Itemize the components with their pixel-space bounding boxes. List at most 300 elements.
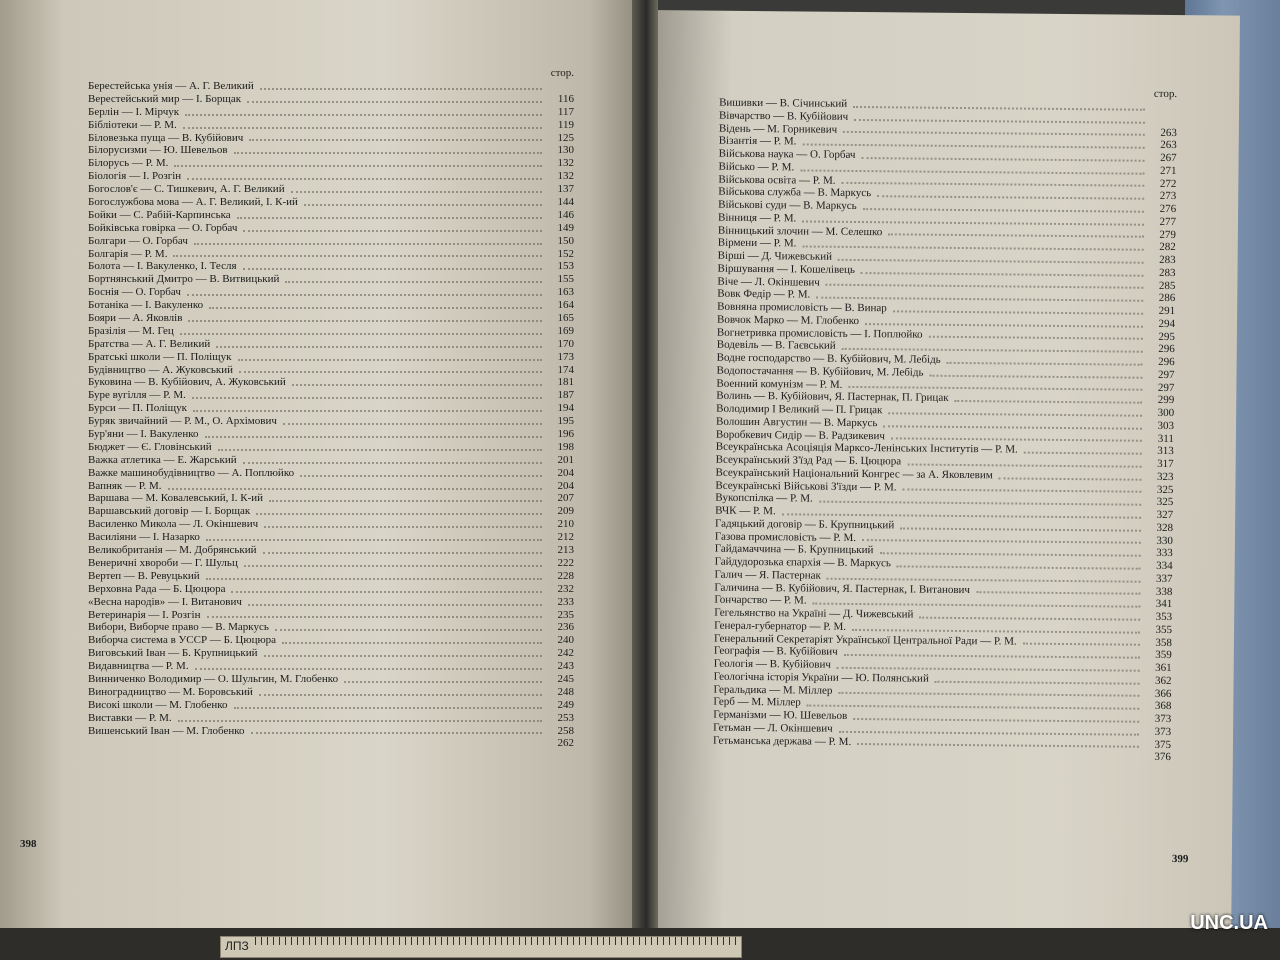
dot-leader (1024, 452, 1142, 455)
dot-leader (861, 157, 1144, 162)
entry-title: Газова промисловість — Р. М. (714, 530, 857, 544)
dot-leader (192, 397, 542, 399)
entry-page: 163 (557, 286, 574, 299)
entry-page: 358 (1155, 636, 1173, 649)
dot-leader (207, 616, 543, 618)
entry-title: Буре вугілля — Р. М. (88, 389, 186, 402)
entry-page: 195 (557, 415, 574, 428)
entry-title: Бібліотеки — Р. М. (88, 118, 177, 131)
entry-title: Гайдудорозька єпархія — В. Маркусь (714, 555, 891, 570)
entry-page: 150 (557, 234, 574, 247)
contents-entry (88, 286, 574, 299)
contents-entry (88, 273, 574, 286)
entry-page: 311 (1157, 432, 1174, 445)
contents-entry (88, 518, 574, 531)
contents-entry (88, 144, 574, 157)
entry-page: 338 (1155, 585, 1173, 598)
dot-leader (193, 410, 542, 412)
dot-leader (173, 255, 542, 257)
entry-page: 327 (1156, 508, 1174, 522)
dot-leader (900, 527, 1141, 531)
contents-entry (88, 299, 574, 312)
entry-title: Виноградництво — М. Боровський (88, 685, 253, 698)
entry-page: 376 (1154, 751, 1171, 764)
dot-leader (935, 680, 1140, 684)
entry-page: 146 (557, 208, 574, 221)
entry-title: Виборча система в УССР — Б. Цюцюра (88, 634, 277, 647)
dot-leader (839, 730, 1139, 735)
entry-title: Германізми — Ю. Шевельов (713, 708, 848, 722)
entry-title: Братства — А. Г. Великий (88, 337, 211, 350)
left-contents-list (88, 66, 574, 750)
entry-page: 283 (1159, 253, 1176, 267)
contents-entry (88, 119, 574, 132)
dot-leader (863, 208, 1144, 213)
dot-leader (243, 230, 542, 232)
entry-page: 253 (557, 711, 574, 724)
entry-title: Галичина — В. Кубійович, Я. Пастернак, І. Витанович (714, 581, 971, 596)
ruler-ticks (255, 937, 737, 945)
entry-title: Військова освіта — Р. М. (718, 173, 836, 187)
dot-leader (883, 425, 1142, 429)
contents-entry (88, 106, 574, 119)
entry-page: 366 (1154, 687, 1172, 700)
entry-title: Ботаніка — І. Вакуленко (88, 299, 204, 312)
entry-page: 116 (557, 92, 574, 105)
dot-leader (891, 438, 1142, 442)
entry-title: Гайдамаччина — Б. Крупницький (714, 542, 874, 557)
contents-entry (88, 480, 574, 493)
contents-entry (88, 583, 574, 596)
entry-page: 277 (1159, 215, 1177, 228)
dot-leader (907, 463, 1141, 467)
dot-leader (249, 139, 542, 141)
entry-title: Всеукраїнська Асоціяція Марксо-Ленінських Інститутів — Р. М. (715, 440, 1018, 456)
entry-page: 119 (557, 118, 574, 131)
page-column-header: стор. (550, 67, 574, 79)
entry-page: 155 (557, 273, 574, 286)
dot-leader (838, 692, 1139, 697)
entry-page: 194 (557, 402, 574, 415)
dot-leader (853, 718, 1139, 723)
contents-entry (88, 170, 574, 183)
dot-leader (976, 591, 1140, 595)
entry-title: Вертеп — В. Ревуцький (88, 569, 200, 582)
entry-page: 291 (1158, 304, 1176, 318)
entry-title: Бойківська говірка — О. Горбач (88, 221, 238, 234)
entry-title: Генеральний Секретаріят Української Центральної Ради — Р. М. (713, 632, 1017, 648)
entry-title: Бразілія — М. Гец (88, 324, 174, 337)
contents-entry (88, 621, 574, 634)
entry-page: 258 (557, 724, 574, 737)
dot-leader (903, 489, 1142, 493)
dot-leader (826, 284, 1144, 289)
entry-page: 299 (1157, 394, 1175, 407)
entry-page: 296 (1158, 355, 1175, 369)
entry-title: Візантія — Р. М. (718, 134, 797, 148)
dot-leader (259, 694, 542, 696)
dot-leader (843, 131, 1145, 136)
dot-leader (838, 259, 1144, 264)
entry-title: Болгарія — Р. М. (88, 247, 168, 260)
entry-title: Великобританія — М. Добрянський (88, 544, 257, 557)
entry-page: 297 (1157, 381, 1175, 394)
entry-page: 375 (1154, 738, 1172, 751)
entry-page: 222 (557, 556, 574, 569)
contents-entry (88, 351, 574, 364)
entry-title: Бур'яни — І. Вакуленко (88, 428, 199, 441)
entry-page: 153 (557, 260, 574, 273)
entry-title: Географія — В. Кубійович (713, 644, 838, 659)
entry-page: 282 (1159, 241, 1176, 254)
entry-page: 317 (1157, 457, 1174, 471)
entry-title: Василенко Микола — Л. Окіншевич (88, 518, 259, 531)
entry-title: Галич — Я. Пастернак (714, 568, 821, 582)
entry-page: 196 (557, 428, 574, 441)
entry-title: Геологічна історія України — Ю. Полянський (713, 670, 929, 685)
entry-title: Гетьман — Л. Окіншевич (713, 721, 833, 735)
entry-title: Білорусь — Р. М. (88, 157, 169, 170)
dot-leader (283, 423, 542, 425)
entry-title: Вишенський Іван — М. Глобенко (88, 724, 245, 737)
right-contents-list (713, 83, 1177, 764)
entry-page: 149 (557, 221, 574, 234)
dot-leader (844, 654, 1140, 659)
dot-leader (206, 539, 542, 541)
watermark: UNC.UA (1190, 912, 1268, 934)
entry-page: 132 (557, 170, 574, 183)
entry-title: Гегельянство на Україні — Д. Чижевський (714, 606, 914, 621)
dot-leader (251, 732, 542, 734)
entry-page: 262 (557, 737, 574, 750)
book-gutter (632, 0, 658, 960)
right-page (641, 10, 1240, 941)
entry-title: Гадяцький договір — Б. Крупницький (715, 517, 895, 532)
entry-title: Болота — І. Вакуленко, І. Тесля (88, 260, 237, 273)
entry-title: Богослов'є — С. Тишкевич, А. Г. Великий (88, 183, 285, 196)
dot-leader (234, 152, 542, 154)
contents-entry (88, 235, 574, 248)
contents-entry (88, 531, 574, 544)
entry-page: 303 (1157, 419, 1175, 432)
dot-leader (807, 705, 1140, 710)
entry-title: Вапняк — Р. М. (88, 479, 162, 492)
entry-page: 294 (1158, 317, 1176, 330)
entry-page: 198 (557, 440, 574, 453)
entry-page: 240 (557, 634, 574, 647)
dot-leader (300, 475, 542, 477)
dot-leader (841, 182, 1144, 187)
entry-page: 325 (1156, 483, 1174, 496)
entry-page: 285 (1158, 279, 1176, 292)
dot-leader (837, 667, 1140, 672)
dot-leader (231, 591, 542, 593)
entry-page: 187 (557, 389, 574, 402)
dot-leader (816, 297, 1143, 302)
dot-leader (238, 359, 543, 361)
contents-entry (88, 660, 574, 673)
entry-page: 207 (557, 492, 574, 505)
dot-leader (344, 681, 542, 683)
entry-page: 272 (1159, 177, 1177, 190)
entry-page: 232 (557, 582, 574, 595)
dot-leader (180, 333, 542, 335)
entry-page: 296 (1158, 343, 1175, 356)
entry-page: 130 (557, 144, 574, 157)
dot-leader (827, 577, 1141, 582)
entry-title: Бортнянський Дмитро — В. Витвицький (88, 273, 280, 286)
entry-title: Василіяни — І. Назарко (88, 531, 200, 544)
contents-entry (88, 493, 574, 506)
dot-leader (285, 281, 542, 283)
dot-leader (897, 565, 1141, 569)
dot-leader (244, 565, 542, 567)
entry-page: 249 (557, 698, 574, 711)
entry-title: Високі школи — М. Глобенко (88, 698, 228, 711)
entry-page: 333 (1156, 547, 1173, 560)
entry-title: Біологія — І. Розгін (88, 170, 182, 183)
entry-title: Будівництво — А. Жуковський (88, 363, 233, 376)
entry-title: Воробкевич Сидір — В. Радзикевич (715, 428, 885, 442)
entry-page: 209 (557, 505, 574, 518)
entry-title: Гончарство — Р. М. (714, 593, 807, 607)
entry-title: Берлін — І. Мірчук (88, 105, 180, 118)
entry-page: 201 (557, 453, 574, 466)
dot-leader (174, 165, 542, 167)
contents-entry (88, 557, 574, 570)
entry-page: 279 (1159, 228, 1176, 241)
entry-title: Всеукраїнські Військові З'їзди — Р. М. (715, 479, 897, 493)
entry-page: 117 (557, 105, 574, 118)
contents-entry (88, 454, 574, 467)
contents-entry (88, 686, 574, 699)
entry-title: Військова служба — В. Маркусь (718, 185, 872, 200)
dot-leader (206, 578, 542, 580)
entry-title: Верестейський мир — І. Борщак (88, 92, 242, 105)
contents-entry (88, 80, 574, 93)
entry-title: «Весна народів» — І. Витанович (88, 595, 242, 608)
dot-leader (861, 272, 1144, 277)
contents-entry (88, 596, 574, 609)
page-number-left: 398 (20, 838, 37, 850)
entry-title: Віршування — І. Кошелівець (717, 262, 855, 276)
contents-entry (88, 376, 574, 389)
entry-title: Бюджет — Є. Гловінський (88, 440, 212, 453)
contents-entry (88, 441, 574, 454)
entry-title: Вогнетривка промисловість — І. Поплюйко (716, 326, 923, 341)
entry-title: Гетьманська держава — Р. М. (712, 734, 852, 748)
entry-title: Всеукраїнський Національний Конгрес — за А. Яковлевим (715, 466, 993, 482)
dot-leader (237, 217, 542, 219)
entry-title: Герб — М. Міллер (713, 695, 801, 709)
entry-page: 313 (1157, 445, 1174, 458)
contents-entry (88, 415, 574, 428)
entry-title: Вовняна промисловість — В. Винар (717, 300, 887, 315)
contents-entry (88, 699, 574, 712)
entry-page: 334 (1156, 559, 1173, 573)
entry-page: 233 (557, 595, 574, 608)
ruler-label: ЛПЗ (225, 939, 249, 953)
page-column-header: стор. (1153, 87, 1178, 101)
dot-leader (234, 707, 542, 709)
dot-leader (205, 436, 543, 438)
dot-leader (291, 191, 542, 193)
dot-leader (802, 220, 1144, 225)
dot-leader (264, 526, 542, 528)
dot-leader (247, 101, 542, 103)
contents-entry (88, 325, 574, 338)
dot-leader (929, 336, 1143, 340)
entry-title: Виставки — Р. М. (88, 711, 172, 724)
dot-leader (1023, 643, 1140, 646)
entry-page: 248 (557, 685, 574, 698)
entry-title: Геологія — В. Кубійович (713, 657, 832, 671)
dot-leader (248, 604, 542, 606)
dot-leader (802, 143, 1144, 148)
dot-leader (879, 552, 1140, 557)
entry-title: Волошин Августин — В. Маркусь (715, 415, 878, 429)
entry-title: Видавництва — Р. М. (88, 660, 189, 673)
dot-leader (209, 307, 542, 309)
entry-page: 235 (557, 608, 574, 621)
dot-leader (888, 234, 1144, 238)
contents-entry (88, 402, 574, 415)
entry-page: 204 (557, 466, 574, 479)
entry-title: Білорусизми — Ю. Шевельов (88, 144, 228, 157)
entry-page: 210 (557, 518, 574, 531)
entry-page: 355 (1155, 623, 1173, 636)
entry-page: 263 (1160, 126, 1177, 139)
dot-leader (853, 106, 1145, 111)
entry-title: Водне господарство — В. Кубійович, М. Лебідь (716, 351, 941, 366)
entry-page: 362 (1155, 674, 1172, 687)
contents-entry (88, 467, 574, 480)
entry-page: 213 (557, 544, 574, 557)
entry-title: Військові суди — В. Маркусь (718, 198, 857, 212)
dot-leader (264, 655, 542, 657)
dot-leader (282, 642, 542, 644)
contents-entry (88, 544, 574, 557)
entry-title: Генерал-губернатор — Р. М. (714, 619, 847, 633)
entry-page: 273 (1159, 190, 1177, 203)
dot-leader (813, 603, 1141, 608)
dot-leader (185, 114, 542, 116)
entry-page: 353 (1155, 610, 1173, 624)
entry-title: Відень — М. Горникевич (718, 122, 838, 136)
entry-title: Військова наука — О. Горбач (718, 147, 856, 161)
dot-leader (188, 320, 542, 322)
dot-leader (292, 384, 542, 386)
contents-entry (88, 132, 574, 145)
entry-page: 132 (557, 157, 574, 170)
dot-leader (893, 310, 1143, 314)
entry-page: 236 (557, 621, 574, 634)
entry-page: 144 (557, 196, 574, 208)
dot-leader (955, 400, 1143, 404)
entry-title: ВЧК — Р. М. (715, 504, 776, 518)
dot-leader (263, 552, 542, 554)
entry-page: 295 (1158, 330, 1175, 343)
entry-page: 341 (1155, 598, 1173, 611)
contents-entry (88, 725, 574, 738)
dot-leader (304, 204, 542, 206)
entry-page: 300 (1157, 406, 1175, 420)
entry-title: Вівчарство — В. Кубійович (718, 109, 849, 123)
entry-title: Военний комунізм — Р. М. (716, 377, 843, 391)
entry-title: Вірмени — Р. М. (717, 236, 797, 250)
entry-title: Ветеринарія — І. Розгін (88, 608, 201, 621)
dot-leader (888, 412, 1142, 416)
entry-title: Буковина — В. Кубійович, А. Жуковський (88, 376, 286, 389)
entry-page: 165 (557, 312, 574, 325)
entry-page: 181 (557, 376, 574, 389)
entry-title: Верховна Рада — Б. Цюцюра (88, 582, 226, 595)
dot-leader (243, 268, 542, 270)
dot-leader (848, 386, 1142, 391)
entry-title: Водевіль — В. Гаєвський (716, 338, 836, 353)
contents-entry (88, 712, 574, 725)
dot-leader (852, 628, 1140, 633)
entry-title: Важке машинобудівництво — А. Поплюйко (88, 466, 295, 479)
entry-page: 271 (1159, 164, 1177, 177)
entry-page: 286 (1158, 292, 1176, 305)
entry-page: 323 (1156, 470, 1174, 483)
entry-page: 283 (1158, 266, 1176, 279)
dot-leader (243, 462, 542, 464)
entry-title: Всеукраїнський З'їзд Рад — Б. Цюцюра (715, 453, 902, 468)
entry-page: 267 (1160, 151, 1177, 165)
entry-page: 361 (1155, 661, 1172, 675)
dot-leader (842, 348, 1143, 353)
dot-leader (239, 371, 542, 373)
contents-entry (88, 157, 574, 170)
dot-leader (178, 720, 542, 722)
dot-leader (218, 449, 542, 451)
entry-title: Володимир I Великий — П. Грицак (716, 402, 883, 417)
entry-title: Біловезька пуща — В. Кубійович (88, 131, 244, 144)
contents-entry (88, 389, 574, 402)
contents-entry (88, 209, 574, 222)
contents-entry (88, 183, 574, 196)
entry-title: Варшава — М. Ковалевський, І. К-ий (88, 492, 264, 505)
dot-leader (269, 500, 542, 502)
entry-title: Братські школи — П. Поліщук (88, 350, 232, 363)
ruler (220, 936, 742, 958)
dot-leader (919, 616, 1140, 620)
entry-page: 212 (557, 531, 574, 544)
entry-page: 174 (557, 363, 574, 376)
contents-entry (88, 260, 574, 273)
entry-page: 263 (1160, 139, 1177, 152)
dot-leader (865, 323, 1143, 328)
dot-leader (862, 539, 1141, 544)
entry-title: Богослужбова мова — А. Г. Великий, І. К-ий (88, 196, 298, 208)
contents-entry (88, 312, 574, 325)
contents-entry (88, 634, 574, 647)
entry-page: 337 (1156, 572, 1173, 585)
contents-entry (88, 364, 574, 377)
entry-page: 373 (1154, 725, 1172, 738)
entry-page: 228 (557, 569, 574, 582)
dot-leader (929, 374, 1142, 378)
dot-leader (819, 501, 1141, 506)
entry-page: 359 (1155, 649, 1172, 662)
contents-entry (88, 196, 574, 209)
dot-leader (194, 243, 542, 245)
entry-title: Вовк Федір — Р. М. (717, 287, 811, 301)
dot-leader (183, 127, 542, 129)
page-number-right: 399 (1171, 853, 1189, 866)
